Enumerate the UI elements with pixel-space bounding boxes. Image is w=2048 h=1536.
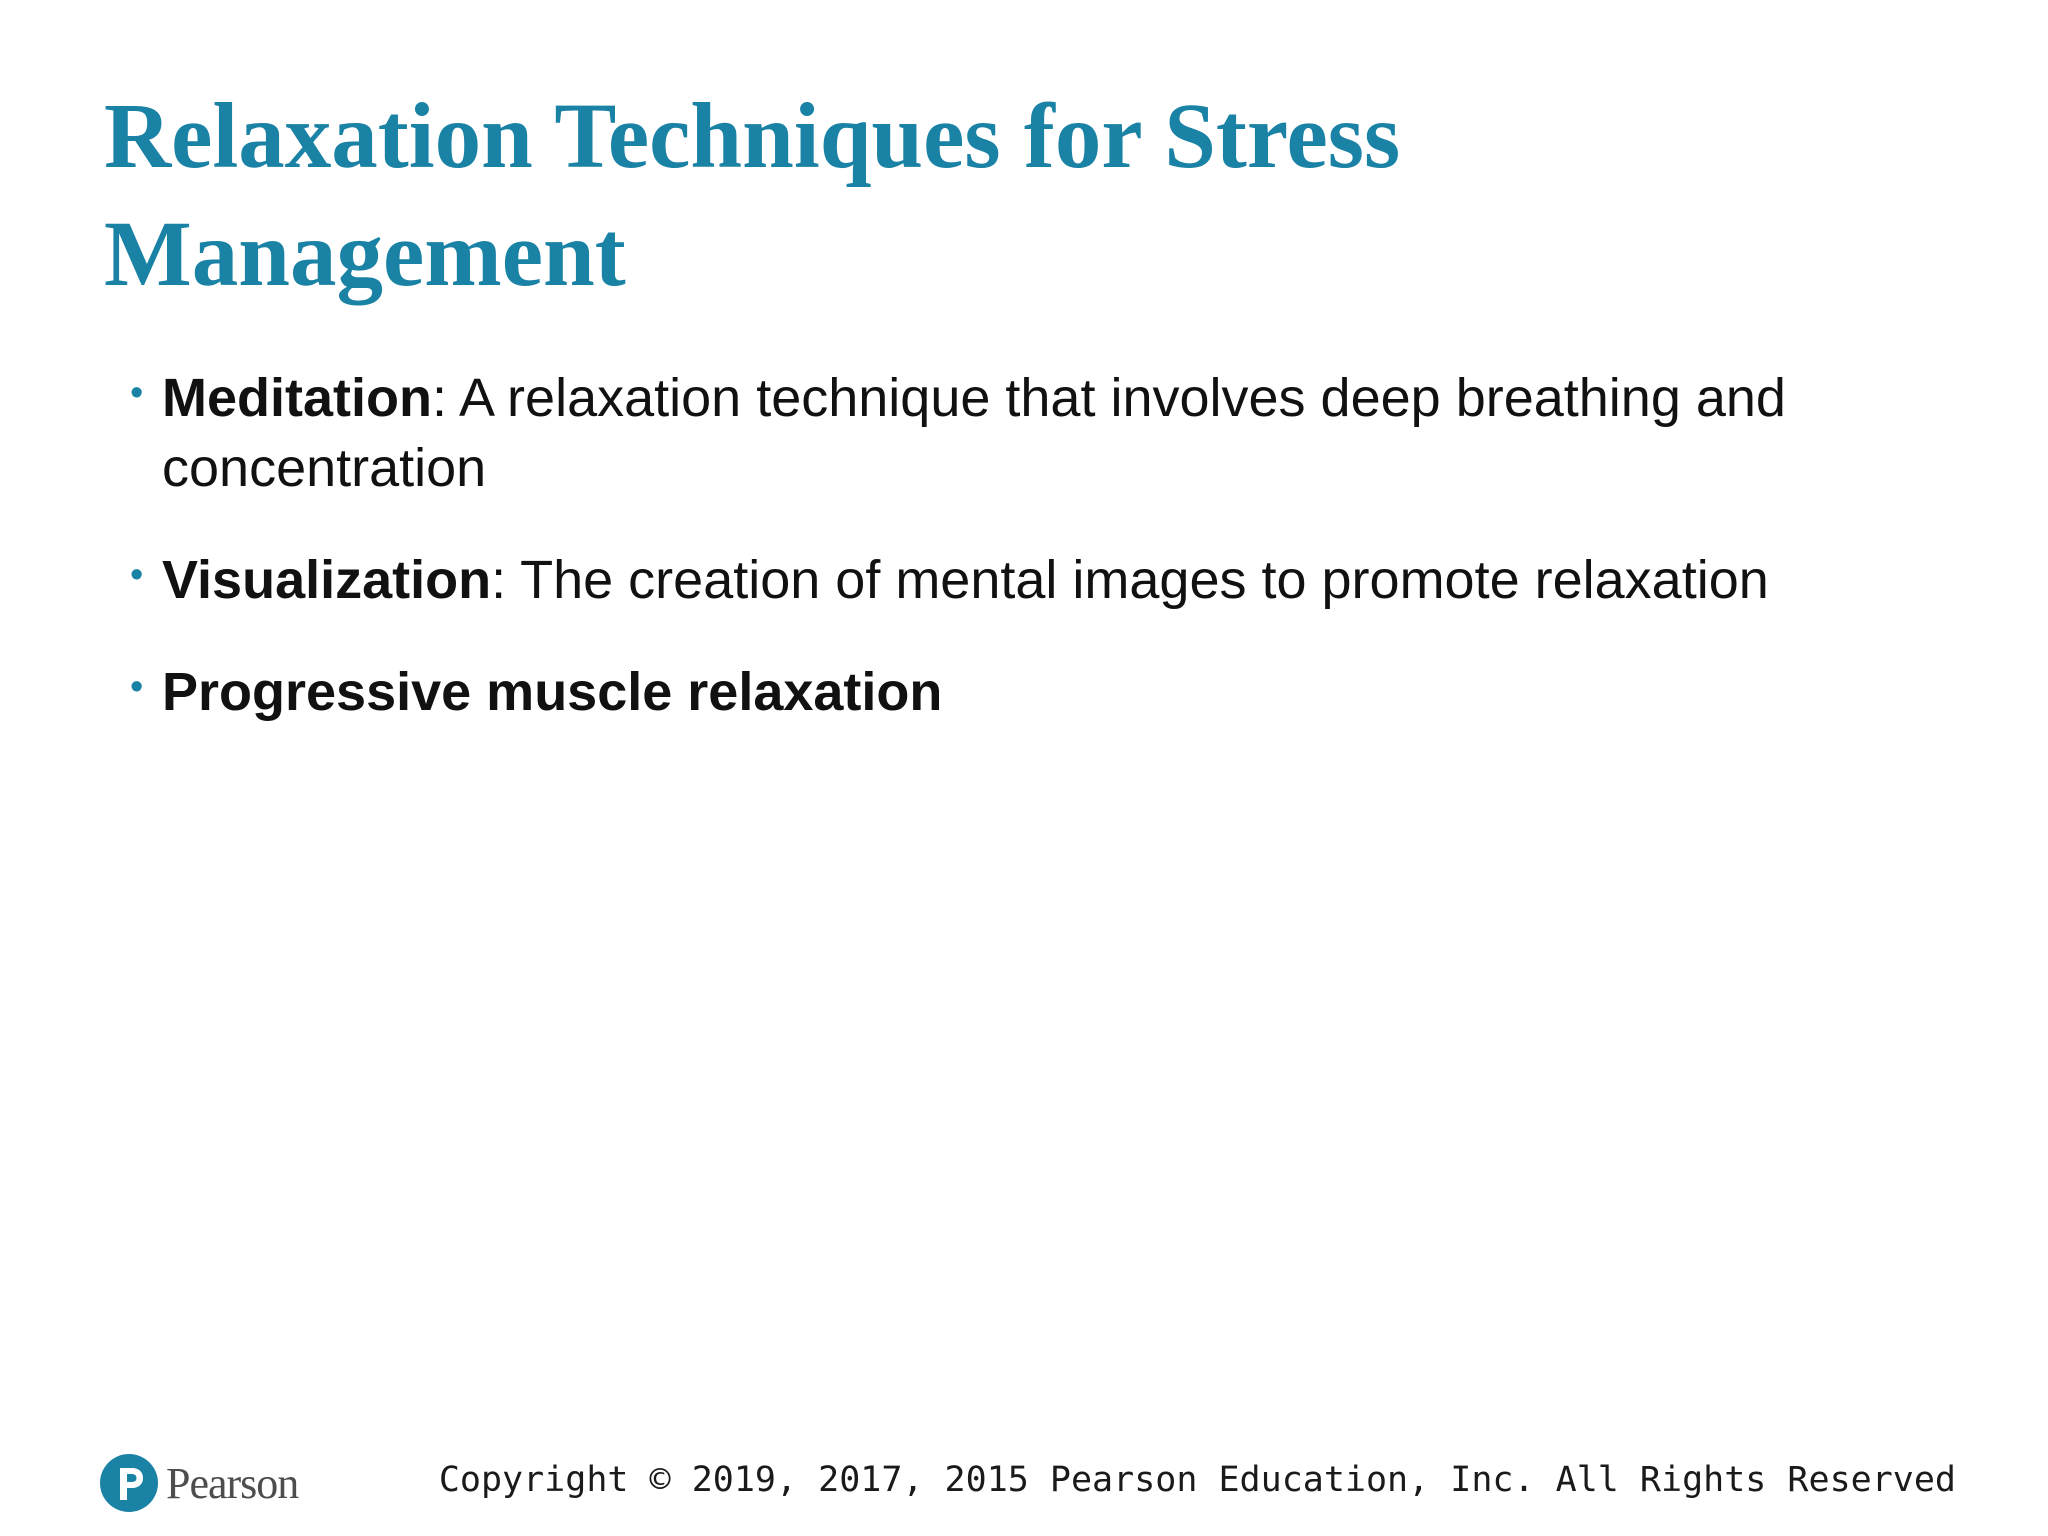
slide-title: Relaxation Techniques for Stress Management [104, 85, 1401, 306]
bullet-term: Progressive muscle relaxation [162, 662, 943, 722]
pearson-logo [100, 1448, 298, 1518]
bullet-item-meditation [124, 363, 1944, 503]
bullet-dot-icon: • [130, 666, 144, 708]
bullet-term: Visualization [162, 550, 492, 610]
bullet-item-visualization [124, 545, 1944, 615]
copyright-notice: Copyright © 2019, 2017, 2015 Pearson Education, Inc. All Rights Reserved [438, 1460, 1956, 1500]
bullet-definition: : The creation of mental images to promote relaxation [491, 550, 1769, 610]
pearson-logo-text: Pearson [166, 1458, 299, 1508]
bullet-term: Meditation [162, 368, 432, 428]
bullet-dot-icon: • [130, 372, 144, 414]
bullet-dot-icon: • [130, 554, 144, 596]
bullet-item-progressive-muscle-relaxation [124, 657, 1944, 727]
pearson-logo-icon [100, 1454, 158, 1512]
bullet-definition: : A relaxation technique that involves deep breathing and concentration [162, 368, 1786, 498]
bullet-list [124, 363, 1944, 769]
